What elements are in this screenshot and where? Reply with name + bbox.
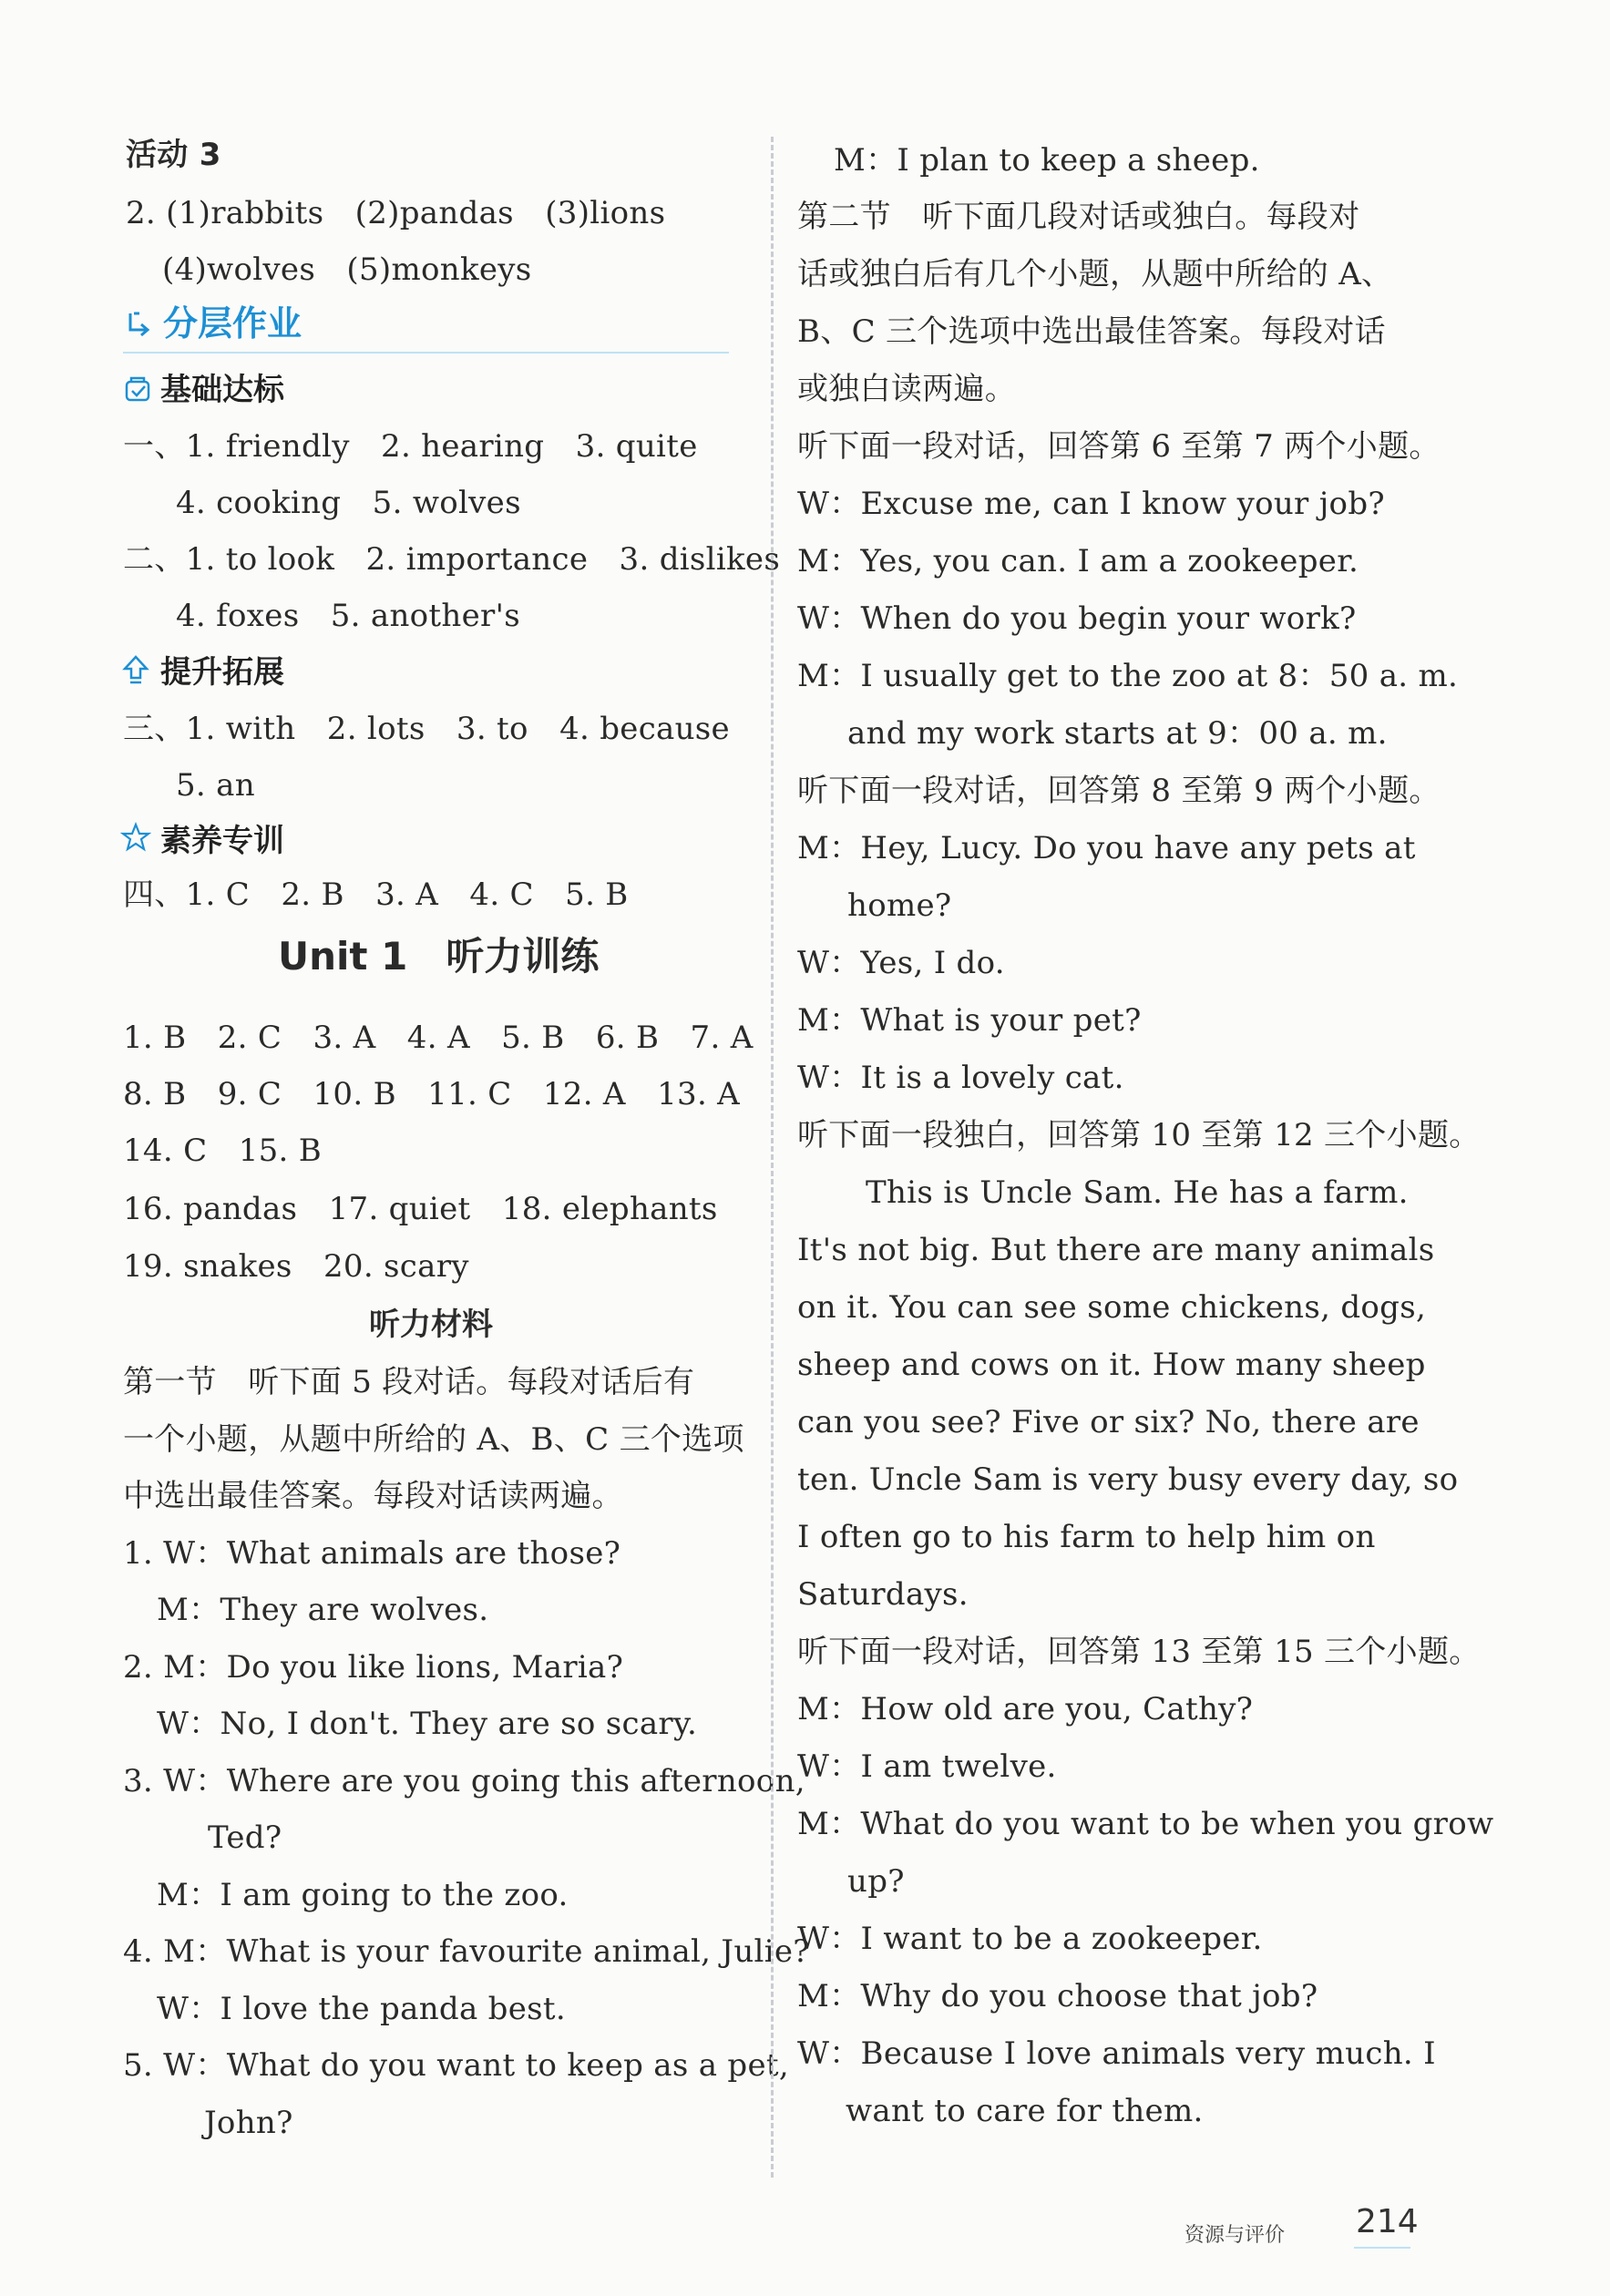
arrow-up-icon — [122, 654, 149, 685]
material-line: Saturdays. — [797, 1576, 969, 1613]
material-line: up? — [847, 1863, 905, 1900]
page-number: 214 — [1356, 2203, 1419, 2240]
material-line: want to care for them. — [846, 2093, 1204, 2129]
answer-line: 四、1. C 2. B 3. A 4. C 5. B — [123, 876, 629, 913]
section-title: 分层作业 — [163, 303, 303, 343]
material-line: 一个小题，从题中所给的 A、B、C 三个选项 — [123, 1421, 744, 1458]
material-line: 或独白读两遍。 — [797, 371, 1017, 407]
section-header — [123, 301, 729, 354]
material-line: 2. M：Do you like lions, Maria? — [123, 1649, 624, 1686]
material-line: can you see? Five or six? No, there are — [797, 1404, 1420, 1440]
answer-line: 16. pandas 17. quiet 18. elephants — [123, 1191, 718, 1227]
activity-line: (4)wolves (5)monkeys — [162, 251, 532, 288]
answer-line: 14. C 15. B — [123, 1133, 323, 1169]
basic-title: 基础达标 — [160, 372, 284, 408]
material-line: M：They are wolves. — [157, 1592, 489, 1628]
material-line: It's not big. But there are many animals — [797, 1232, 1435, 1268]
material-line: 听下面一段对话，回答第 6 至第 7 两个小题。 — [797, 428, 1441, 465]
material-line: 话或独白后有几个小题，从题中所给的 A、 — [797, 256, 1393, 292]
material-line: W：I love the panda best. — [157, 1991, 566, 2027]
section-arrow-icon — [127, 310, 154, 341]
activity-title: 活动 3 — [126, 137, 221, 173]
material-line: M：What do you want to be when you grow — [797, 1806, 1494, 1842]
activity-line: 2. (1)rabbits (2)pandas (3)lions — [126, 195, 666, 231]
material-line: 中选出最佳答案。每段对话读两遍。 — [123, 1478, 623, 1514]
material-line: home? — [847, 887, 952, 924]
material-line: 5. W：What do you want to keep as a pet, — [123, 2047, 789, 2084]
page-number-underline — [1354, 2247, 1410, 2249]
answer-line: 8. B 9. C 10. B 11. C 12. A 13. A — [123, 1076, 741, 1112]
quality-title: 素养专训 — [160, 823, 284, 859]
material-line: on it. You can see some chickens, dogs, — [797, 1289, 1427, 1326]
material-line: and my work starts at 9：00 a. m. — [847, 715, 1388, 752]
material-line: W：Because I love animals very much. I — [797, 2035, 1436, 2072]
material-line: W：Yes, I do. — [797, 945, 1005, 981]
material-line: 3. W：Where are you going this afternoon, — [123, 1763, 805, 1799]
material-line: W：Excuse me, can I know your job? — [797, 486, 1385, 522]
material-line: 听下面一段对话，回答第 13 至第 15 三个小题。 — [797, 1634, 1481, 1670]
material-line: W：I want to be a zookeeper. — [797, 1921, 1263, 1957]
material-line: 第一节 听下面 5 段对话。每段对话后有 — [123, 1364, 695, 1400]
material-line: John? — [204, 2105, 293, 2141]
material-line: W：It is a lovely cat. — [797, 1060, 1124, 1096]
material-line: 1. W：What animals are those? — [123, 1535, 621, 1572]
material-line: M：I usually get to the zoo at 8：50 a. m. — [797, 658, 1459, 694]
star-icon — [120, 822, 151, 853]
answer-line: 4. cooking 5. wolves — [176, 485, 521, 521]
material-line: M：Hey, Lucy. Do you have any pets at — [797, 830, 1416, 866]
answer-line: 一、1. friendly 2. hearing 3. quite — [123, 428, 698, 465]
material-line: M：What is your pet? — [797, 1002, 1142, 1039]
check-icon — [124, 374, 153, 404]
material-line: This is Uncle Sam. He has a farm. — [866, 1174, 1409, 1211]
material-line: B、C 三个选项中选出最佳答案。每段对话 — [797, 313, 1386, 350]
material-title: 听力材料 — [369, 1307, 493, 1343]
extend-title: 提升拓展 — [160, 654, 284, 691]
material-line: M：I am going to the zoo. — [157, 1877, 569, 1913]
material-line: ten. Uncle Sam is very busy every day, so — [797, 1461, 1459, 1498]
unit-title: Unit 1 听力训练 — [278, 934, 600, 979]
material-line: 4. M：What is your favourite animal, Julie? — [123, 1933, 810, 1970]
material-line: 听下面一段对话，回答第 8 至第 9 两个小题。 — [797, 773, 1441, 809]
footer-label: 资源与评价 — [1184, 2224, 1286, 2247]
material-line: M：How old are you, Cathy? — [797, 1691, 1254, 1727]
answer-line: 二、1. to look 2. importance 3. dislikes — [123, 541, 781, 578]
material-line: 第二节 听下面几段对话或独白。每段对 — [797, 199, 1360, 235]
material-line: M：Why do you choose that job? — [797, 1978, 1318, 2014]
answer-line: 1. B 2. C 3. A 4. A 5. B 6. B 7. A — [123, 1020, 754, 1056]
answer-line: 4. foxes 5. another's — [176, 598, 520, 634]
answer-line: 5. an — [176, 767, 255, 804]
material-line: 听下面一段独白，回答第 10 至第 12 三个小题。 — [797, 1117, 1481, 1153]
column-divider — [771, 137, 774, 2178]
material-line: M：I plan to keep a sheep. — [834, 142, 1260, 179]
material-line: W：I am twelve. — [797, 1748, 1057, 1785]
material-line: I often go to his farm to help him on — [797, 1519, 1376, 1555]
material-line: Ted? — [208, 1819, 282, 1856]
material-line: W：When do you begin your work? — [797, 600, 1357, 637]
answer-line: 19. snakes 20. scary — [123, 1248, 469, 1285]
material-line: W：No, I don't. They are so scary. — [157, 1706, 698, 1742]
answer-line: 三、1. with 2. lots 3. to 4. because — [123, 711, 730, 747]
material-line: sheep and cows on it. How many sheep — [797, 1347, 1426, 1383]
material-line: M：Yes, you can. I am a zookeeper. — [797, 543, 1359, 579]
